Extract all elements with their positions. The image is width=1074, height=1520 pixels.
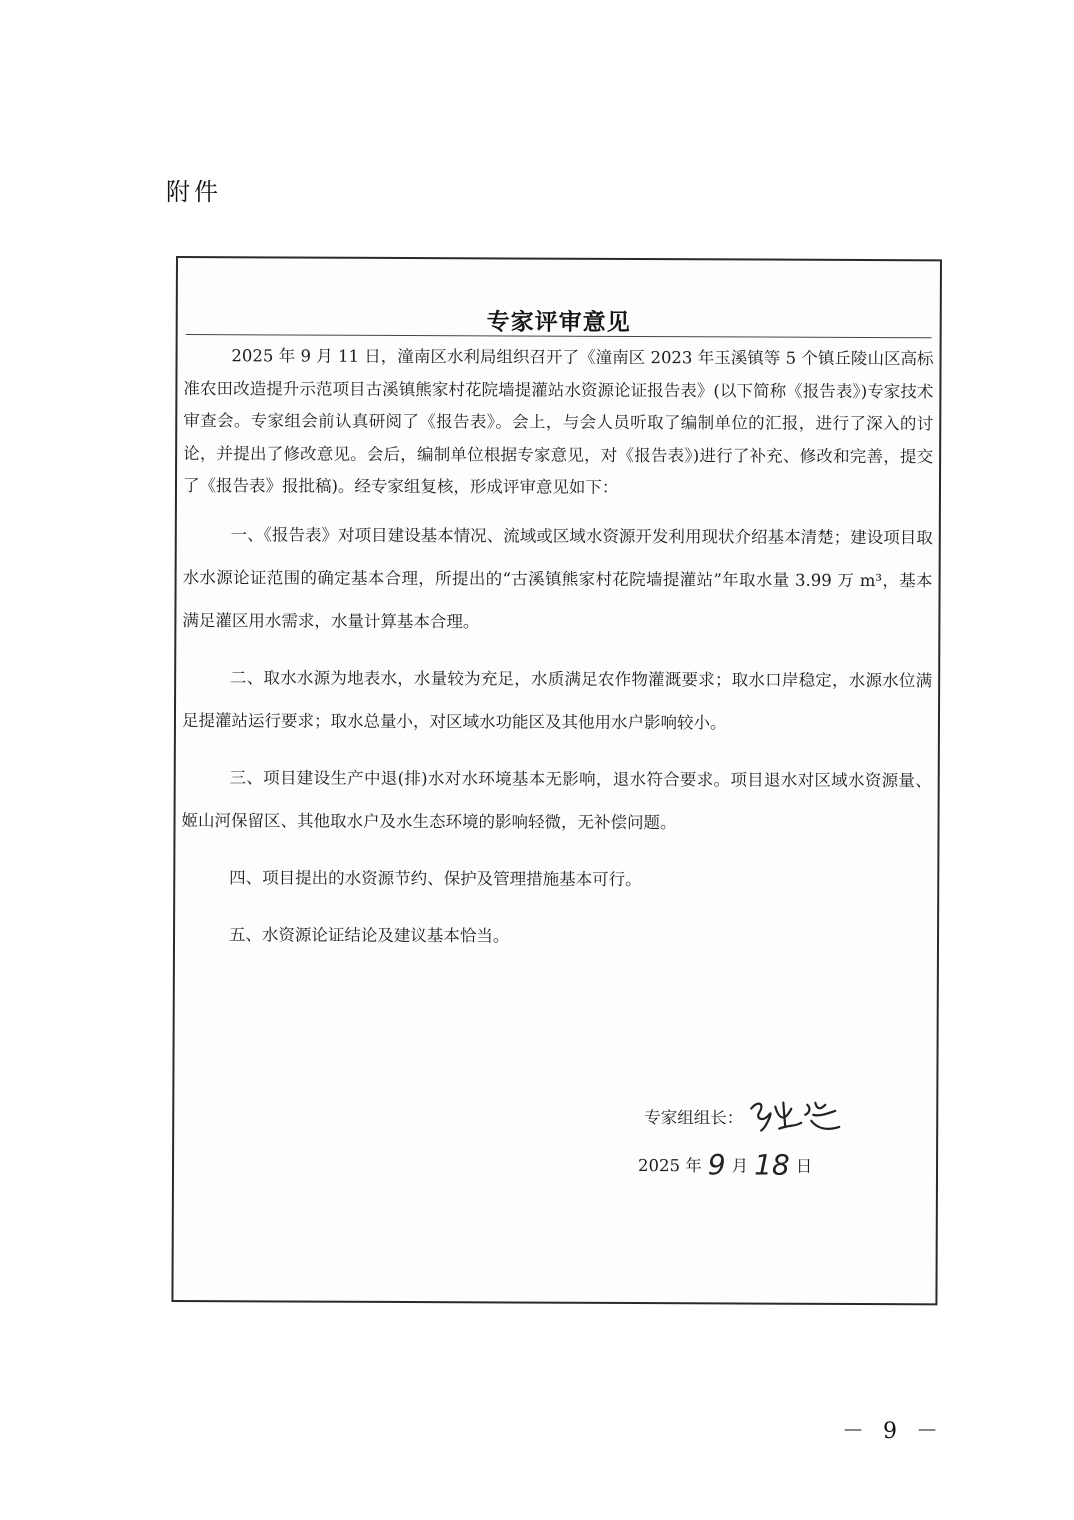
leader-label: 专家组组长： xyxy=(644,1108,744,1128)
review-opinion-item: 三、项目建设生产中退(排)水对水环境基本无影响，退水符合要求。项目退水对区域水资源量、姬山河保留区、其他取水户及水生态环境的影响轻微，无补偿问题。 xyxy=(181,767,932,832)
expert-review-scan xyxy=(171,256,942,1305)
signature-block xyxy=(637,1096,924,1187)
handwritten-signature xyxy=(745,1096,845,1136)
page-number: － 9 － xyxy=(842,1419,944,1444)
review-intro-paragraph: 2025 年 9 月 11 日，潼南区水利局组织召开了《潼南区 2023 年玉溪镇等 5 个镇丘陵山区高标准农田改造提升示范项目古溪镇熊家村花院墙提灌站水资源论证报告表》(以下简称《报告表》)专家技术审查会。专家组会前认真研阅了《报告表》。会上，与会人员听取了编制单位的汇报，进行了深入的讨论，并提出了修改意见。会后，编制单位根据专家意见，对《报告表》)进行了补充、修改和完善，提交了《报告表》报批稿)。经专家组复核，形成评审意见如下： xyxy=(182,346,934,497)
review-opinion-item: 四、项目提出的水资源节约、保护及管理措施基本可行。 xyxy=(229,867,642,889)
review-opinion-item: 五、水资源论证结论及建议基本恰当。 xyxy=(228,924,510,945)
review-title: 专家评审意见 xyxy=(486,309,631,336)
review-body xyxy=(181,340,934,959)
review-opinion-item: 一、《报告表》对项目建设基本情况、流域或区域水资源开发利用现状介绍基本清楚；建设项目取水水源论证范围的确定基本合理，所提出的“古溪镇熊家村花院墙提灌站”年取水量 3.99 万 m³，基本满足灌区用水需求，水量计算基本合理。 xyxy=(182,524,933,631)
date-day-suffix: 日 xyxy=(795,1156,813,1176)
date-month-suffix: 月 xyxy=(731,1156,749,1176)
date-day-handwritten: 18 xyxy=(754,1148,790,1182)
review-opinion-item: 二、取水水源为地表水，水量较为充足，水质满足农作物灌溉要求；取水口岸稳定，水源水位满足提灌站运行要求；取水总量小，对区域水功能区及其他用水户影响较小。 xyxy=(181,667,933,732)
date-year: 2025 年 xyxy=(637,1156,702,1176)
date-month-handwritten: 9 xyxy=(707,1147,726,1181)
attachment-label: 附件 xyxy=(166,178,222,206)
